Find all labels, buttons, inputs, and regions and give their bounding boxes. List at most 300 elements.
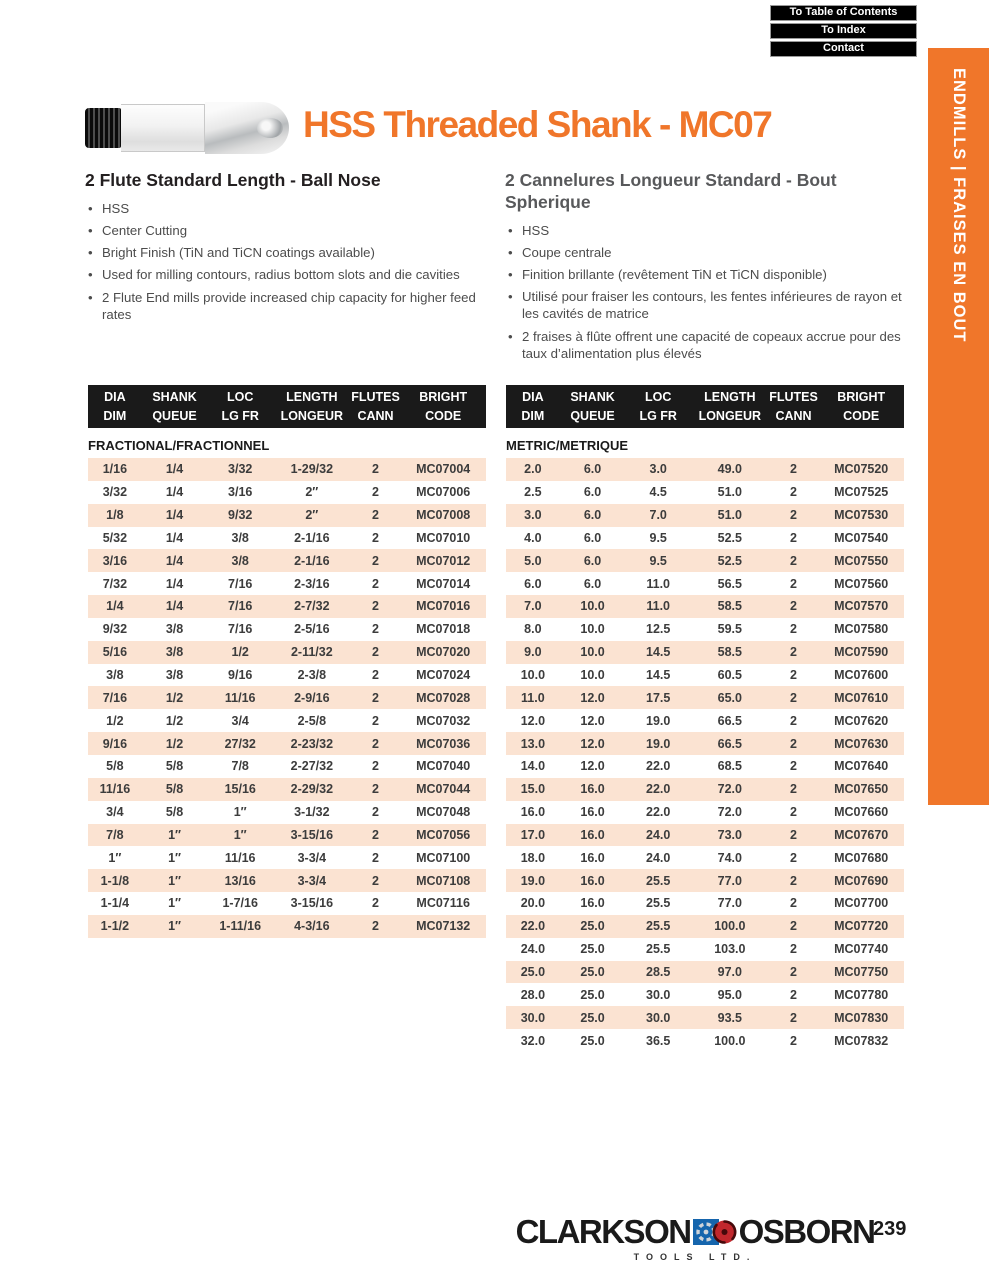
table-cell: 1/4 — [165, 553, 184, 568]
table-cell: 65.0 — [717, 690, 742, 705]
table-row — [88, 595, 486, 618]
table-cell: 9/16 — [102, 736, 128, 751]
table-cell: 1/2 — [165, 713, 184, 728]
table-cell: 2 — [790, 873, 797, 888]
table-row — [506, 915, 904, 938]
table-row — [88, 641, 486, 664]
table-cell: 10.0 — [580, 645, 605, 660]
table-cell: 9/32 — [228, 508, 253, 523]
table-cell: 1/2 — [165, 690, 184, 705]
table-row — [506, 778, 904, 801]
table-cell: MC07680 — [834, 850, 889, 865]
table-cell: MC07040 — [416, 759, 471, 774]
table-cell: 1-7/16 — [222, 896, 258, 911]
table-cell: 2 — [790, 805, 797, 820]
table-cell: 11/16 — [224, 850, 256, 865]
table-row — [88, 458, 486, 481]
table-cell: 1″ — [168, 919, 182, 934]
table-cell: MC07530 — [834, 508, 889, 523]
table-cell: 2 — [372, 827, 379, 842]
fractional-section-label: FRACTIONAL/FRACTIONNEL — [88, 438, 270, 453]
table-cell: 19.0 — [520, 873, 546, 888]
page-title: HSS Threaded Shank - MC07 — [303, 104, 772, 145]
table-cell: 2 — [790, 690, 797, 705]
table-cell: 3/16 — [228, 485, 253, 500]
table-cell: 2 — [372, 873, 379, 888]
table-cell: MC07620 — [834, 713, 889, 728]
table-cell: 30.0 — [520, 1010, 546, 1025]
table-cell: MC07032 — [416, 713, 471, 728]
table-cell: 1″ — [168, 827, 182, 842]
table-cell: 9/16 — [228, 668, 253, 683]
table-cell: 72.0 — [717, 782, 742, 797]
table-row — [506, 595, 904, 618]
bullet-item: • HSS — [85, 200, 493, 217]
table-row — [506, 504, 904, 527]
table-cell: 3/8 — [165, 668, 184, 683]
table-row — [506, 709, 904, 732]
pdf-nav-buttons — [770, 5, 917, 59]
to-table-of-contents-button[interactable]: To Table of Contents — [770, 5, 917, 21]
table-cell: MC07580 — [834, 622, 889, 637]
table-cell: 2 — [790, 782, 797, 797]
table-cell: 6.0 — [583, 462, 602, 477]
column-header: SHANK QUEUE — [152, 390, 197, 423]
table-cell: 1″ — [108, 850, 122, 865]
table-cell: 2 — [790, 668, 797, 683]
table-cell: 12.0 — [580, 690, 605, 705]
table-cell: 2 — [372, 462, 379, 477]
french-bullet-list — [505, 222, 913, 362]
bullet-item: • Coupe centrale — [505, 244, 913, 261]
table-row — [506, 686, 904, 709]
table-cell: 77.0 — [717, 896, 742, 911]
table-cell: MC07525 — [834, 485, 889, 500]
table-cell: 4.0 — [524, 530, 542, 545]
table-cell: 1/4 — [165, 462, 184, 477]
brand-clarkson: CLARKSON — [515, 1213, 691, 1250]
french-section-heading: 2 Cannelures Longueur Standard - Bout Spherique — [505, 170, 837, 212]
table-cell: 8.0 — [524, 622, 542, 637]
table-cell: 2 — [790, 599, 797, 614]
table-cell: 66.5 — [717, 713, 742, 728]
table-row — [88, 732, 486, 755]
table-cell: 10.0 — [520, 668, 546, 683]
table-cell: 3/32 — [102, 485, 128, 500]
table-row — [88, 869, 486, 892]
table-cell: MC07570 — [834, 599, 889, 614]
table-cell: 1″ — [233, 805, 247, 820]
endmill-ball-nose — [205, 102, 289, 154]
table-row — [506, 527, 904, 550]
table-cell: 25.0 — [580, 987, 605, 1002]
table-cell: 1-1/2 — [100, 919, 130, 934]
table-cell: MC07100 — [416, 850, 471, 865]
endmill-body — [121, 104, 205, 152]
table-cell: MC07550 — [834, 553, 889, 568]
english-section-heading: 2 Flute Standard Length - Ball Nose — [85, 170, 381, 190]
table-cell: 52.5 — [717, 530, 742, 545]
table-cell: 3.0 — [524, 508, 542, 523]
table-row — [506, 961, 904, 984]
table-row — [506, 983, 904, 1006]
table-row — [506, 824, 904, 847]
table-cell: 2.5 — [524, 485, 542, 500]
table-cell: MC07004 — [416, 462, 471, 477]
table-cell: 7/8 — [106, 827, 124, 842]
table-cell: 3-15/16 — [290, 896, 334, 911]
table-cell: 9.5 — [649, 553, 667, 568]
table-cell: 51.0 — [717, 508, 742, 523]
table-row — [88, 915, 486, 938]
table-cell: 10.0 — [580, 599, 605, 614]
column-header: LOC LG FR — [221, 390, 259, 423]
table-cell: MC07630 — [834, 736, 889, 751]
table-cell: 1″ — [168, 850, 182, 865]
column-header: LOC LG FR — [639, 390, 677, 423]
chapter-side-tab — [928, 48, 989, 805]
table-row — [88, 801, 486, 824]
table-cell: 6.0 — [583, 485, 602, 500]
table-cell: 5/8 — [165, 759, 184, 774]
table-row — [506, 755, 904, 778]
fractional-table-body — [88, 458, 486, 938]
table-cell: MC07014 — [416, 576, 471, 591]
table-cell: 95.0 — [717, 987, 742, 1002]
table-row — [88, 846, 486, 869]
table-cell: 14.0 — [520, 759, 546, 774]
table-cell: 2 — [790, 827, 797, 842]
table-row — [506, 801, 904, 824]
table-row — [88, 755, 486, 778]
bullet-item: • Finition brillante (revêtement TiN et TiCN disponible) — [505, 266, 913, 283]
column-header: SHANK QUEUE — [570, 390, 615, 423]
table-cell: 1/4 — [165, 576, 184, 591]
table-cell: 22.0 — [646, 759, 671, 774]
table-cell: 6.0 — [583, 508, 602, 523]
table-cell: 7/16 — [228, 622, 253, 637]
table-cell: 16.0 — [580, 805, 605, 820]
table-cell: 2 — [372, 668, 379, 683]
table-cell: 1/4 — [106, 599, 124, 614]
table-cell: 1/4 — [165, 599, 184, 614]
table-cell: 24.0 — [520, 942, 546, 957]
table-cell: 2 — [790, 645, 797, 660]
metric-table — [506, 385, 904, 1052]
table-cell: 30.0 — [646, 987, 671, 1002]
page-number: 239 — [873, 1218, 907, 1240]
table-cell: 24.0 — [646, 850, 671, 865]
table-cell: 2 — [790, 508, 797, 523]
table-cell: 2-5/8 — [297, 713, 327, 728]
table-cell: 9.5 — [649, 530, 667, 545]
table-cell: 56.5 — [717, 576, 742, 591]
column-header: LENGTH LONGEUR — [698, 390, 762, 423]
table-cell: 2 — [790, 485, 797, 500]
table-cell: 27/32 — [224, 736, 256, 751]
footer — [515, 1213, 875, 1262]
table-cell: 7/16 — [228, 576, 253, 591]
column-header: DIA DIM — [103, 390, 127, 423]
table-cell: 1/16 — [102, 462, 128, 477]
table-cell: 4.5 — [649, 485, 667, 500]
table-cell: MC07116 — [416, 896, 470, 911]
table-cell: 73.0 — [717, 827, 742, 842]
brand-line — [515, 1213, 875, 1251]
table-row — [506, 481, 904, 504]
table-cell: 1/4 — [165, 508, 184, 523]
table-cell: 7/8 — [231, 759, 249, 774]
column-header: FLUTES CANN — [769, 390, 818, 423]
table-cell: 2 — [790, 576, 797, 591]
table-cell: 9/32 — [102, 622, 128, 637]
table-cell: 2-3/16 — [294, 576, 330, 591]
table-cell: 1/2 — [106, 713, 124, 728]
table-row — [506, 732, 904, 755]
table-cell: MC07590 — [834, 645, 889, 660]
column-header: DIA DIM — [521, 390, 545, 423]
table-row — [506, 458, 904, 481]
table-cell: 2-5/16 — [294, 622, 330, 637]
table-cell: 49.0 — [717, 462, 742, 477]
table-cell: 12.0 — [580, 736, 605, 751]
table-cell: 2 — [790, 964, 797, 979]
table-cell: 74.0 — [717, 850, 742, 865]
table-cell: 2 — [790, 919, 797, 934]
table-cell: 3/4 — [106, 805, 124, 820]
table-cell: 22.0 — [520, 919, 546, 934]
metric-table-header — [506, 385, 904, 428]
table-cell: MC07008 — [416, 508, 471, 523]
metric-section-label: METRIC/METRIQUE — [506, 438, 629, 453]
table-cell: 22.0 — [646, 805, 671, 820]
table-cell: 25.0 — [580, 1033, 605, 1048]
table-cell: 100.0 — [714, 1033, 746, 1048]
table-cell: 2 — [372, 782, 379, 797]
table-cell: 3-15/16 — [290, 827, 334, 842]
table-cell: 2 — [372, 553, 379, 568]
table-cell: 36.5 — [646, 1033, 671, 1048]
table-row — [506, 618, 904, 641]
table-cell: 2-27/32 — [290, 759, 334, 774]
table-cell: 30.0 — [646, 1010, 671, 1025]
table-cell: 2 — [790, 736, 797, 751]
table-cell: 1-1/4 — [100, 896, 130, 911]
table-cell: 1-1/8 — [100, 873, 130, 888]
fractional-table — [88, 385, 486, 938]
table-cell: MC07036 — [416, 736, 471, 751]
bullet-item: • 2 Flute End mills provide increased chip capacity for higher feed rates — [85, 289, 493, 323]
table-cell: 7.0 — [524, 599, 542, 614]
table-cell: 2″ — [305, 485, 319, 500]
table-cell: 25.5 — [646, 942, 671, 957]
table-cell: 6.0 — [524, 576, 542, 591]
column-header: FLUTES CANN — [351, 390, 400, 423]
table-cell: 3/8 — [165, 645, 184, 660]
table-cell: 2 — [790, 942, 797, 957]
table-cell: MC07108 — [416, 873, 471, 888]
table-cell: 12.5 — [646, 622, 671, 637]
table-cell: 7/16 — [228, 599, 253, 614]
table-cell: MC07044 — [416, 782, 471, 797]
table-cell: 58.5 — [717, 599, 742, 614]
table-cell: 17.0 — [520, 827, 546, 842]
bullet-item: • Utilisé pour fraiser les contours, les fentes inférieures de rayon et les cavités de matrice — [505, 288, 913, 322]
table-cell: 2 — [372, 599, 379, 614]
table-cell: 2 — [372, 530, 379, 545]
english-description-section — [85, 170, 493, 328]
table-row — [88, 686, 486, 709]
table-cell: 16.0 — [580, 873, 605, 888]
table-cell: 3-3/4 — [297, 873, 327, 888]
table-cell: MC07600 — [834, 668, 889, 683]
table-cell: 2-29/32 — [290, 782, 334, 797]
table-row — [506, 641, 904, 664]
table-row — [506, 892, 904, 915]
table-row — [88, 618, 486, 641]
table-cell: 2 — [372, 713, 379, 728]
table-cell: 25.5 — [646, 919, 671, 934]
table-cell: 22.0 — [646, 782, 671, 797]
table-cell: 2-11/32 — [290, 645, 333, 660]
table-cell: 2-23/32 — [290, 736, 334, 751]
table-cell: 2″ — [305, 508, 319, 523]
table-cell: MC07010 — [416, 530, 471, 545]
table-cell: 2 — [372, 736, 379, 751]
table-cell: MC07650 — [834, 782, 889, 797]
brand-subtitle: TOOLS LTD. — [633, 1252, 757, 1262]
table-cell: MC07700 — [834, 896, 889, 911]
table-cell: 2-3/8 — [297, 668, 327, 683]
table-cell: 28.5 — [646, 964, 671, 979]
table-cell: 2 — [790, 622, 797, 637]
table-cell: MC07024 — [416, 668, 471, 683]
table-cell: 2 — [372, 690, 379, 705]
table-cell: 77.0 — [717, 873, 742, 888]
table-cell: 3.0 — [649, 462, 667, 477]
bullet-item: • Center Cutting — [85, 222, 493, 239]
table-cell: MC07018 — [416, 622, 471, 637]
table-row — [88, 824, 486, 847]
table-cell: MC07006 — [416, 485, 471, 500]
table-cell: 20.0 — [520, 896, 546, 911]
table-row — [88, 664, 486, 687]
table-cell: MC07640 — [834, 759, 889, 774]
table-cell: 5/8 — [165, 782, 184, 797]
table-cell: 13/16 — [224, 873, 256, 888]
table-cell: 100.0 — [714, 919, 746, 934]
fractional-table-header — [88, 385, 486, 428]
table-cell: 5/8 — [165, 805, 184, 820]
table-row — [506, 572, 904, 595]
table-cell: 6.0 — [583, 576, 602, 591]
table-cell: 2 — [790, 987, 797, 1002]
table-cell: 93.5 — [717, 1010, 742, 1025]
table-row — [88, 572, 486, 595]
table-cell: MC07540 — [834, 530, 889, 545]
table-cell: 25.0 — [580, 1010, 605, 1025]
table-cell: 3-1/32 — [294, 805, 330, 820]
column-header: BRIGHT CODE — [837, 390, 886, 423]
table-cell: 2-7/32 — [294, 599, 330, 614]
table-cell: 5/32 — [102, 530, 128, 545]
table-cell: 11/16 — [224, 690, 256, 705]
table-cell: 19.0 — [646, 736, 671, 751]
table-cell: 1″ — [168, 873, 182, 888]
table-cell: 6.0 — [583, 530, 602, 545]
table-cell: 25.0 — [580, 964, 605, 979]
table-cell: 32.0 — [520, 1033, 546, 1048]
table-cell: MC07690 — [834, 873, 889, 888]
table-cell: 6.0 — [583, 553, 602, 568]
table-row — [88, 892, 486, 915]
table-cell: 2 — [372, 508, 379, 523]
contact-button[interactable]: Contact — [770, 41, 917, 57]
table-cell: 2-9/16 — [294, 690, 330, 705]
table-cell: 2 — [790, 1010, 797, 1025]
table-cell: 2 — [790, 553, 797, 568]
table-cell: 5.0 — [524, 553, 542, 568]
bullet-item: • Bright Finish (TiN and TiCN coatings available) — [85, 244, 493, 261]
table-cell: 2-1/16 — [294, 530, 330, 545]
table-cell: 2 — [790, 462, 797, 477]
table-row — [88, 527, 486, 550]
brand-osborn: OSBORN — [738, 1213, 875, 1250]
table-cell: MC07670 — [834, 827, 889, 842]
table-cell: 14.5 — [646, 668, 671, 683]
table-cell: 14.5 — [646, 645, 671, 660]
table-cell: 5/8 — [106, 759, 124, 774]
table-cell: 1/8 — [106, 508, 124, 523]
table-cell: 1/4 — [165, 530, 184, 545]
table-cell: 1/4 — [165, 485, 184, 500]
table-cell: 7.0 — [649, 508, 667, 523]
table-row — [506, 549, 904, 572]
to-index-button[interactable]: To Index — [770, 23, 917, 39]
table-cell: 24.0 — [646, 827, 671, 842]
table-row — [88, 778, 486, 801]
french-description-section — [505, 170, 913, 367]
table-cell: MC07660 — [834, 805, 889, 820]
table-cell: 12.0 — [580, 713, 605, 728]
table-cell: 25.5 — [646, 896, 671, 911]
table-cell: 103.0 — [714, 942, 746, 957]
table-row — [506, 664, 904, 687]
table-cell: MC07016 — [416, 599, 471, 614]
table-cell: 2 — [372, 919, 379, 934]
table-cell: 1-11/16 — [219, 919, 262, 934]
table-cell: MC07048 — [416, 805, 471, 820]
endmill-photo — [85, 97, 290, 159]
table-cell: 3/32 — [228, 462, 253, 477]
table-cell: 2 — [790, 759, 797, 774]
table-cell: 16.0 — [520, 805, 546, 820]
table-cell: 1″ — [233, 827, 247, 842]
table-cell: 16.0 — [580, 782, 605, 797]
table-cell: MC07750 — [834, 964, 889, 979]
table-cell: 28.0 — [520, 987, 546, 1002]
column-header: LENGTH LONGEUR — [280, 390, 344, 423]
table-row — [506, 869, 904, 892]
table-cell: 18.0 — [520, 850, 546, 865]
endmill-threaded-shank — [85, 108, 121, 148]
table-cell: 2 — [790, 896, 797, 911]
table-cell: 16.0 — [580, 850, 605, 865]
table-cell: 2.0 — [524, 462, 542, 477]
table-cell: 1-29/32 — [290, 462, 334, 477]
table-cell: 5/16 — [102, 645, 128, 660]
bullet-item: • 2 fraises à flûte offrent une capacité de copeaux accrue pour des taux d’alimentation plus élevés — [505, 328, 913, 362]
